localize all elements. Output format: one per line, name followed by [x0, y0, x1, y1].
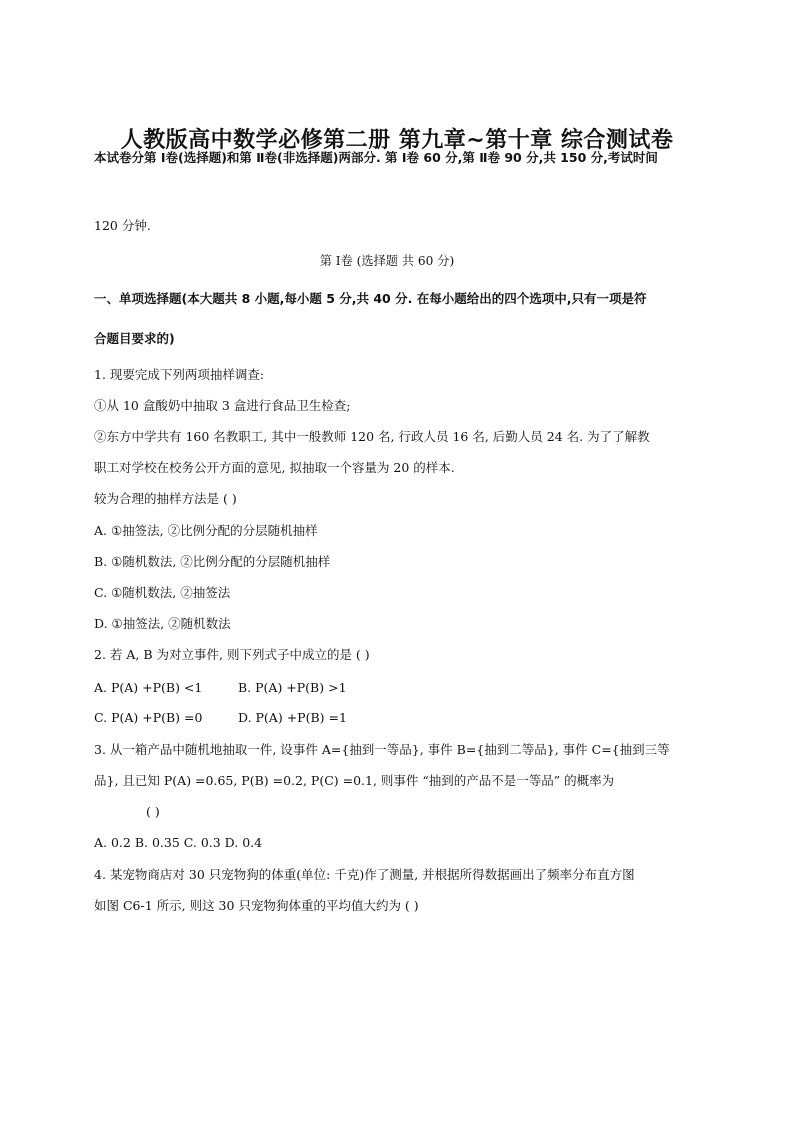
q2-options-row-2 — [94, 709, 347, 727]
q1-option-b: B. ①随机数法, ②比例分配的分层随机抽样 — [94, 554, 331, 569]
q2-option-d: D. P(A) +P(B) =1 — [238, 710, 347, 725]
exam-title: 人教版高中数学必修第二册 第九章~第十章 综合测试卷 — [120, 128, 674, 153]
part1-heading: 第 Ⅰ卷 (选择题 共 60 分) — [319, 253, 455, 268]
q2-options-row-1 — [94, 679, 347, 697]
q2-option-a: A. P(A) +P(B) <1 — [94, 680, 203, 695]
q3-line-1: 3. 从一箱产品中随机地抽取一件, 设事件 A={抽到一等品}, 事件 B={抽到二等品}, 事件 C={抽到三等 — [94, 742, 670, 757]
q1-item-1: ①从 10 盒酸奶中抽取 3 盒进行食品卫生检查; — [94, 398, 351, 413]
q2-stem: 2. 若 A, B 为对立事件, 则下列式子中成立的是 ( ) — [94, 647, 370, 662]
q4-line-1: 4. 某宠物商店对 30 只宠物狗的体重(单位: 千克)作了测量, 并根据所得数据画出了频率分布直方图 — [94, 867, 635, 882]
intro-line-1: 本试卷分第 Ⅰ卷(选择题)和第 Ⅱ卷(非选择题)两部分. 第 Ⅰ卷 60 分,第 Ⅱ卷 90 分,共 150 分,考试时间 — [94, 150, 658, 165]
q1-option-d: D. ①抽签法, ②随机数法 — [94, 616, 231, 631]
q1-item-2-line-1: ②东方中学共有 160 名教职工, 其中一般教师 120 名, 行政人员 16 名, 后勤人员 24 名. 为了了解教 — [94, 429, 650, 444]
q1-ask: 较为合理的抽样方法是 ( ) — [94, 491, 237, 506]
q1-item-2-line-2: 职工对学校在校务公开方面的意见, 拟抽取一个容量为 20 的样本. — [94, 460, 455, 475]
q1-stem: 1. 现要完成下列两项抽样调查: — [94, 367, 265, 382]
section1-heading-line-1: 一、单项选择题(本大题共 8 小题,每小题 5 分,共 40 分. 在每小题给出的四个选项中,只有一项是符 — [94, 291, 647, 306]
q3-answer-bracket: ( ) — [146, 804, 160, 819]
q2-option-c: C. P(A) +P(B) =0 — [94, 710, 203, 725]
q2-option-b: B. P(A) +P(B) >1 — [238, 680, 347, 695]
intro-line-2: 120 分钟. — [94, 218, 151, 233]
q1-option-c: C. ①随机数法, ②抽签法 — [94, 585, 231, 600]
section1-heading-line-2: 合题目要求的) — [94, 331, 175, 346]
q1-option-a: A. ①抽签法, ②比例分配的分层随机抽样 — [94, 523, 318, 538]
q4-line-2: 如图 C6-1 所示, 则这 30 只宠物狗体重的平均值大约为 ( ) — [94, 898, 419, 913]
q3-line-2: 品}, 且已知 P(A) =0.65, P(B) =0.2, P(C) =0.1, 则事件 “抽到的产品不是一等品” 的概率为 — [94, 773, 615, 788]
q3-options: A. 0.2 B. 0.35 C. 0.3 D. 0.4 — [94, 835, 263, 850]
